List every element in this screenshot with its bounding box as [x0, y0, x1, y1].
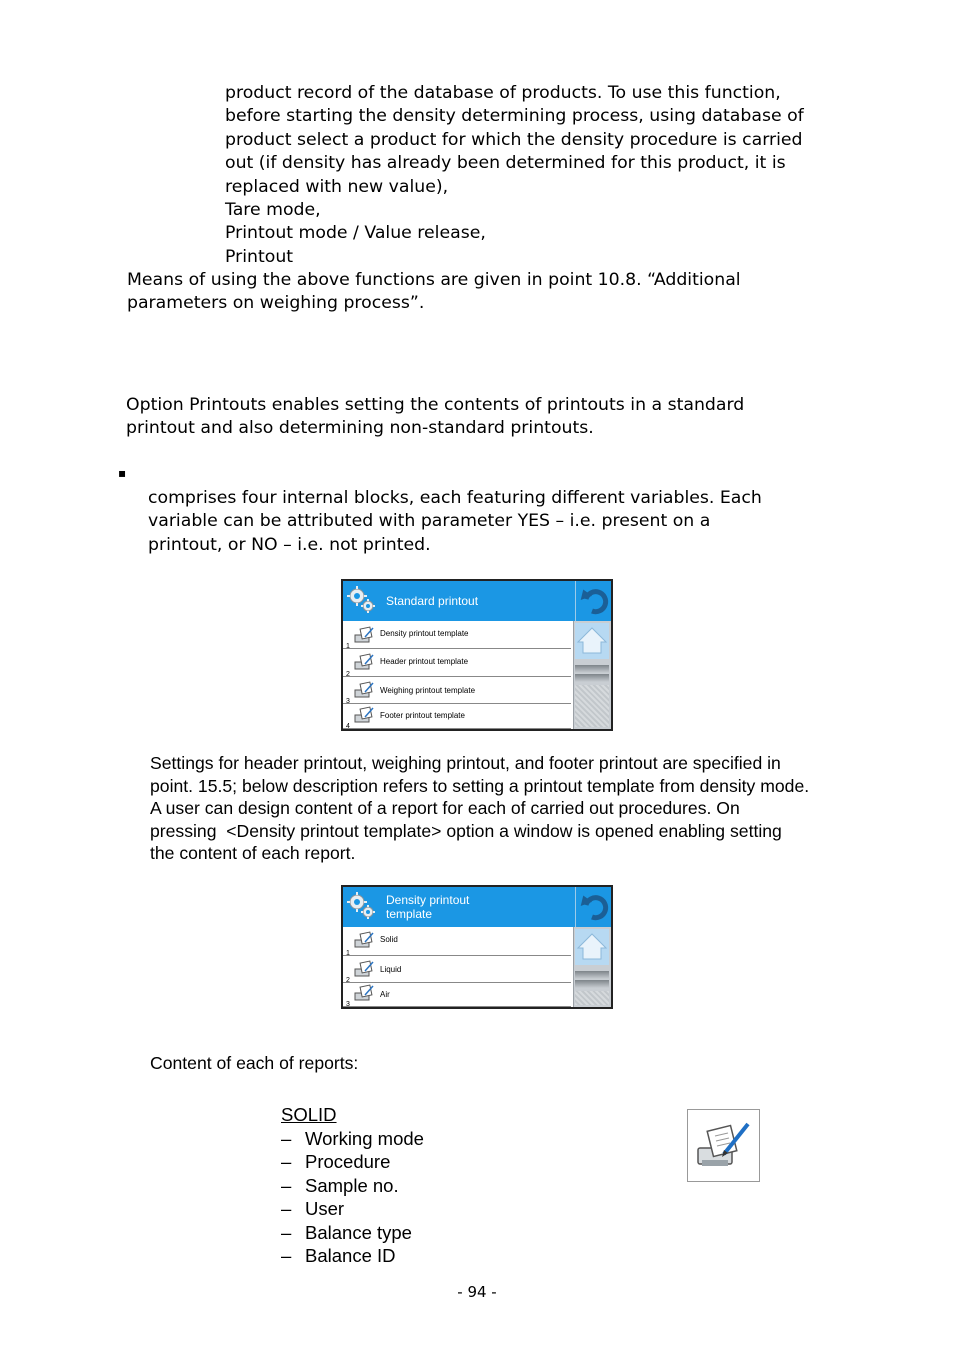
text-line: Printout mode / Value release,: [225, 223, 486, 244]
list-item[interactable]: [343, 927, 571, 956]
scroll-bar[interactable]: [575, 971, 609, 979]
text-line: pressing <Density printout template> option a window is opened enabling setting: [150, 820, 782, 841]
list-item: [281, 1174, 424, 1198]
solid-heading: SOLID: [281, 1104, 337, 1125]
means-paragraph: [127, 269, 741, 316]
text-line: point. 15.5; below description refers to setting a printout template from density mode.: [150, 775, 810, 796]
home-icon: [575, 623, 609, 659]
item-text: Sample no.: [305, 1174, 399, 1196]
screen-header: [343, 887, 575, 927]
text-line: Means of using the above functions are given in point 10.8. “Additional: [127, 270, 741, 290]
item-label: Air: [380, 990, 390, 999]
home-button[interactable]: [575, 623, 609, 659]
dash-marker: –: [281, 1127, 292, 1149]
item-text: Procedure: [305, 1151, 391, 1172]
text-line: out (if density has already been determined for this product, it is: [225, 153, 786, 174]
screen-title: Standard printout: [386, 594, 479, 608]
list-item: [281, 1150, 424, 1174]
text-line: parameters on weighing process”.: [127, 293, 425, 314]
text-line: replaced with new value),: [225, 176, 449, 197]
screen-header: [343, 581, 575, 621]
text-line: comprises four internal blocks, each featuring different variables. Each: [148, 488, 762, 508]
item-label: Header printout template: [380, 657, 469, 666]
dash-marker: –: [281, 1245, 292, 1266]
scroll-track: [575, 991, 609, 1005]
content-heading: Content of each of reports:: [150, 1053, 359, 1073]
item-label: Footer printout template: [380, 711, 465, 720]
back-button[interactable]: [575, 581, 611, 621]
text-line: the content of each report.: [150, 843, 356, 863]
screen-title: [386, 893, 469, 921]
settings-gears-icon: [345, 890, 379, 924]
back-arrow-icon: [576, 887, 612, 927]
item-number: 1: [346, 643, 350, 650]
item-number: 2: [346, 977, 350, 984]
list-item: [281, 1127, 424, 1151]
printer-template-icon: [353, 681, 375, 699]
home-button[interactable]: [575, 929, 609, 965]
scroll-bar[interactable]: [575, 980, 609, 988]
printer-template-icon: [353, 984, 375, 1002]
item-number: 4: [346, 723, 350, 730]
text-line: before starting the density determining process, using database of: [225, 106, 804, 127]
blocks-paragraph: [148, 487, 762, 557]
list-item[interactable]: [343, 982, 571, 1007]
page-number: - 94 -: [457, 1283, 497, 1301]
dash-marker: –: [281, 1198, 292, 1219]
printer-template-icon: [353, 960, 375, 978]
text-line: printout and also determining non-standard printouts.: [126, 418, 594, 439]
bullet-marker: ▪: [118, 466, 127, 480]
settings-paragraph: [150, 752, 809, 865]
printer-template-icon: [353, 653, 375, 671]
item-text: Balance type: [305, 1221, 412, 1243]
list-item[interactable]: [343, 676, 571, 704]
text-line: Tare mode,: [225, 200, 321, 221]
settings-gears-icon: [345, 584, 379, 618]
printer-edit-icon: [687, 1109, 760, 1182]
list-item[interactable]: [343, 703, 571, 729]
printer-template-icon: [353, 626, 375, 644]
text-line: product select a product for which the density procedure is carried: [225, 129, 803, 150]
dash-marker: –: [281, 1221, 292, 1243]
scroll-bar[interactable]: [575, 665, 609, 673]
item-text: Working mode: [305, 1127, 424, 1149]
standard-printout-screen: [341, 579, 613, 731]
back-button[interactable]: [575, 887, 611, 927]
list-item[interactable]: [343, 648, 571, 677]
screen-title-line: template: [386, 907, 433, 921]
text-line: printout, or NO – i.e. not printed.: [148, 534, 431, 555]
item-number: 2: [346, 671, 350, 678]
item-label: Weighing printout template: [380, 686, 476, 695]
item-number: 3: [346, 698, 350, 705]
dash-marker: –: [281, 1174, 292, 1196]
dash-marker: –: [281, 1151, 292, 1172]
text-line: Option Printouts enables setting the contents of printouts in a standard: [126, 395, 745, 415]
text-line: A user can design content of a report for each of carried out procedures. On: [150, 798, 740, 818]
intro-paragraph: [225, 82, 804, 269]
screen-title-line: Density printout: [386, 893, 470, 907]
item-text: User: [305, 1198, 345, 1219]
printouts-paragraph: [126, 394, 744, 441]
printer-template-icon: [353, 931, 375, 949]
list-item: [281, 1244, 424, 1268]
printer-template-icon: [353, 706, 375, 724]
text-line: variable can be attributed with parameter YES – i.e. present on a: [148, 511, 711, 532]
text-line: Printout: [225, 246, 294, 267]
item-number: 3: [346, 1001, 350, 1008]
list-item[interactable]: [343, 621, 571, 649]
density-printout-template-screen: [341, 885, 613, 1009]
list-item: [281, 1197, 424, 1221]
back-arrow-icon: [576, 581, 612, 621]
item-label: Density printout template: [380, 629, 469, 638]
scroll-track: [575, 685, 609, 727]
solid-list: [281, 1103, 424, 1268]
text-line: product record of the database of products. To use this function,: [225, 83, 781, 103]
text-line: Settings for header printout, weighing printout, and footer printout are specified in: [150, 753, 781, 773]
side-panel: [573, 621, 611, 729]
item-label: Solid: [380, 935, 398, 944]
list-item[interactable]: [343, 955, 571, 983]
item-label: Liquid: [380, 965, 402, 974]
item-number: 1: [346, 950, 350, 957]
side-panel: [573, 927, 611, 1007]
scroll-bar[interactable]: [575, 674, 609, 682]
list-item: [281, 1221, 424, 1245]
home-icon: [575, 929, 609, 965]
item-text: Balance ID: [305, 1245, 396, 1266]
